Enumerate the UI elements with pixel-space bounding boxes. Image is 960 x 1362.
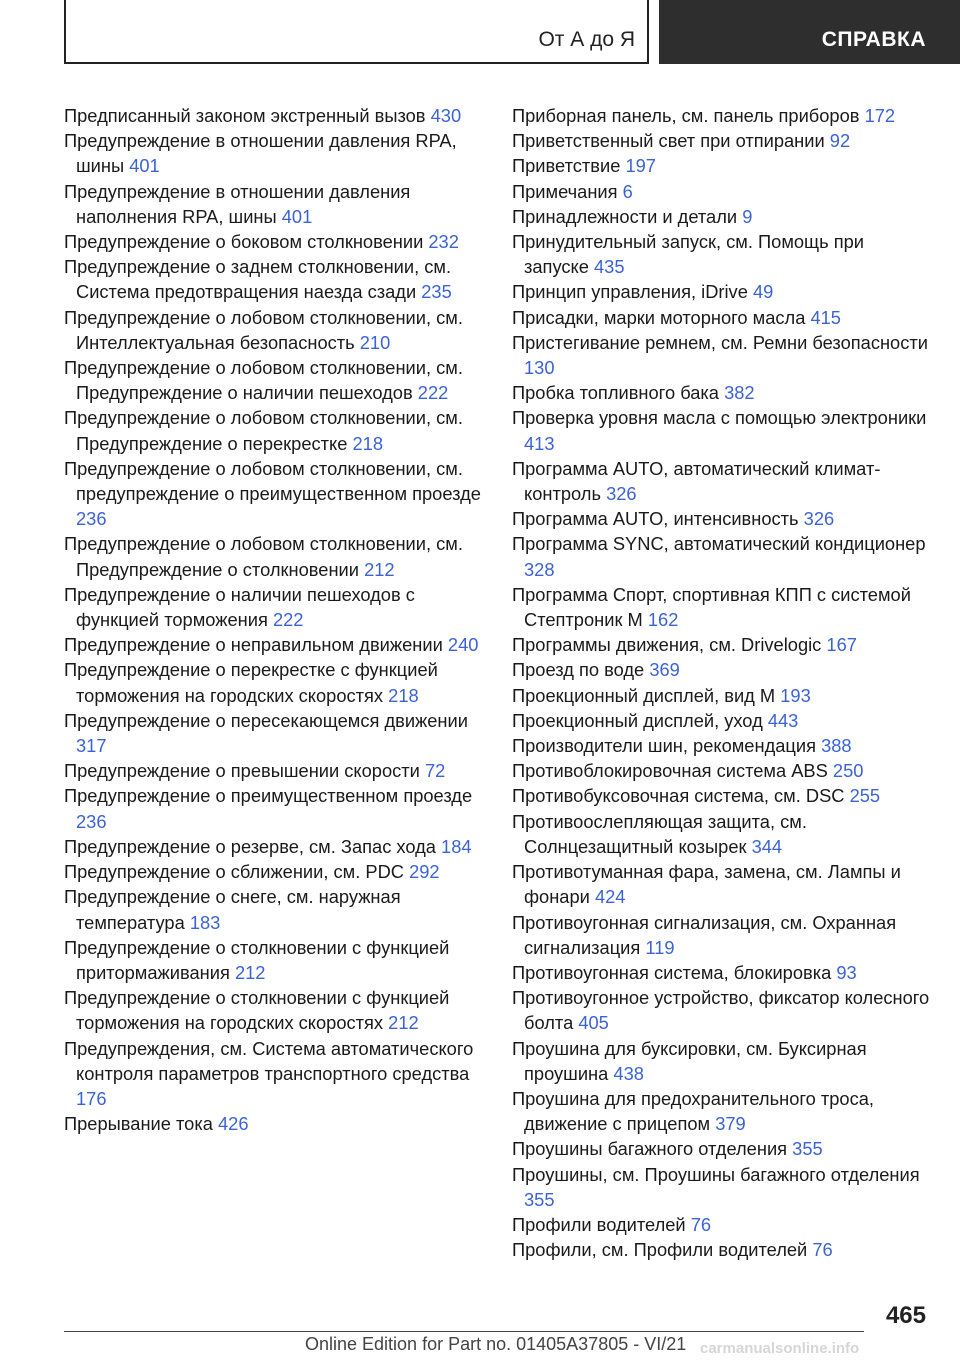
index-entry — [512, 128, 930, 153]
index-entry-page-link[interactable]: 255 — [849, 785, 881, 807]
index-entry-text: Предупреждение в отношении давления RPA, шины — [64, 130, 457, 177]
index-entry-text: Проушина для буксировки, см. Буксирная проушина — [512, 1037, 867, 1084]
index-entry-page-link[interactable]: 401 — [129, 155, 160, 177]
index-entry-page-link[interactable]: 326 — [803, 508, 835, 530]
index-entry — [512, 229, 930, 279]
index-entry — [512, 204, 930, 229]
index-entry-text: Проезд по воде — [512, 659, 645, 681]
index-entry-text: Программа AUTO, автоматический климат-контроль — [512, 457, 881, 505]
index-entry — [64, 1111, 484, 1136]
index-entry-page-link[interactable]: 413 — [524, 432, 555, 454]
index-entry-page-link[interactable]: 405 — [578, 1012, 609, 1034]
index-entry-text: Предупреждение о превышении скорости — [64, 760, 420, 782]
index-entry-page-link[interactable]: 232 — [428, 231, 459, 253]
index-entry — [512, 859, 930, 909]
index-entry — [512, 910, 930, 960]
index-entry — [512, 179, 930, 204]
index-entry-page-link[interactable]: 369 — [649, 659, 680, 681]
index-entry-text: Проекционный дисплей, вид M — [512, 684, 776, 706]
index-entry-text: Профили, см. Профили водителей — [512, 1239, 808, 1261]
index-entry — [512, 809, 930, 859]
index-entry-text: Примечания — [512, 180, 618, 202]
index-entry — [512, 1086, 930, 1136]
index-entry-page-link[interactable]: 210 — [359, 331, 391, 353]
index-entry — [64, 632, 484, 657]
index-entry — [512, 153, 930, 178]
index-entry — [64, 708, 484, 758]
index-entry-page-link[interactable]: 6 — [622, 180, 633, 202]
index-entry — [64, 254, 484, 304]
index-entry — [64, 103, 484, 128]
index-entry-page-link[interactable]: 240 — [447, 634, 479, 656]
index-entry-text: Профили водителей — [512, 1213, 686, 1235]
section-tab-reference-label: СПРАВКА — [821, 28, 926, 51]
index-entry-text: Противоугонная система, блокировка — [512, 961, 832, 983]
index-entry-page-link[interactable]: 167 — [826, 634, 857, 656]
index-entry-text: Предупреждение о боковом столкновении — [64, 231, 424, 253]
index-entry-page-link[interactable]: 212 — [364, 558, 395, 580]
index-entry — [64, 582, 484, 632]
index-entry — [512, 708, 930, 733]
index-entry — [512, 733, 930, 758]
index-entry-page-link[interactable]: 162 — [647, 609, 679, 631]
index-entry-page-link[interactable]: 236 — [76, 810, 107, 832]
index-entry-page-link[interactable]: 76 — [690, 1213, 712, 1235]
index-entry-text: Программа Спорт, спортивная КПП с системой Стептроник M — [512, 583, 911, 631]
index-entry-page-link[interactable]: 344 — [751, 835, 783, 857]
index-entry — [512, 683, 930, 708]
index-entry-text: Приветственный свет при отпирании — [512, 130, 825, 152]
index-entry-text: Программы движения, см. Drivelogic — [512, 634, 822, 656]
index-entry-page-link[interactable]: 222 — [272, 609, 304, 631]
index-entry-text: Предупреждение о лобовом столкновении, см. предупреждение о преимущественном проезде — [64, 457, 481, 505]
index-entry — [512, 506, 930, 531]
index-entry-page-link[interactable]: 222 — [417, 382, 449, 404]
index-entry — [512, 985, 930, 1035]
index-entry — [64, 657, 484, 707]
index-entry-page-link[interactable]: 388 — [821, 735, 852, 757]
index-entry-text: Предупреждение о лобовом столкновении, см. Предупреждение о столкновении — [64, 533, 463, 580]
index-entry — [64, 783, 484, 833]
index-entry — [64, 128, 484, 178]
index-entry-page-link[interactable]: 250 — [832, 760, 864, 782]
index-entry — [64, 355, 484, 405]
index-entry-text: Предупреждение о лобовом столкновении, см. Предупреждение о наличии пешеходов — [64, 357, 463, 404]
footer-edition-text: Online Edition for Part no. 01405A37805 - VI/21 — [305, 1334, 687, 1354]
section-tab-a-to-z — [64, 0, 649, 64]
index-entry-page-link[interactable]: 212 — [388, 1012, 419, 1034]
index-entry-text: Принадлежности и детали — [512, 205, 738, 227]
index-entry-page-link[interactable]: 72 — [424, 760, 446, 782]
index-entry-page-link[interactable]: 197 — [625, 155, 656, 177]
index-entry-page-link[interactable]: 218 — [388, 684, 419, 706]
index-entry-page-link[interactable]: 430 — [430, 105, 462, 126]
index-entry — [512, 330, 930, 380]
index-entry-page-link[interactable]: 92 — [829, 130, 851, 152]
index-entry — [512, 1036, 930, 1086]
index-entry — [512, 582, 930, 632]
index-entry-page-link[interactable]: 183 — [189, 911, 221, 933]
index-entry-text: Предупреждение о снеге, см. наружная температура — [64, 886, 401, 933]
index-entry — [64, 229, 484, 254]
index-entry-page-link[interactable]: 172 — [864, 105, 896, 126]
index-entry — [64, 531, 484, 581]
index-entry-text: Производители шин, рекомендация — [512, 735, 816, 757]
index-entry-text: Противоблокировочная система ABS — [512, 760, 828, 782]
index-entry-text: Предупреждения, см. Система автоматического контроля параметров транспортного средства — [64, 1037, 474, 1084]
index-entry — [512, 960, 930, 985]
index-entry-page-link[interactable]: 379 — [715, 1113, 746, 1135]
index-entry-text: Предупреждение о столкновении с функцией притормаживания — [64, 936, 450, 983]
index-entry — [512, 1136, 930, 1161]
index-entry-page-link[interactable]: 443 — [767, 709, 799, 731]
index-entry-page-link[interactable]: 184 — [441, 835, 472, 857]
index-entry-text: Предупреждение о столкновении с функцией торможения на городских скоростях — [64, 987, 450, 1034]
index-entry-text: Присадки, марки моторного масла — [512, 306, 806, 328]
index-entry-text: Проушины, см. Проушины багажного отделения — [512, 1163, 920, 1185]
watermark: carmanualsonline.info — [700, 1340, 860, 1357]
index-entry-text: Проушина для предохранительного троса, движение с прицепом — [512, 1087, 874, 1135]
index-entry-text: Предупреждение о неправильном движении — [64, 634, 443, 656]
index-entry — [512, 456, 930, 506]
index-entry-text: Приборная панель, см. панель приборов — [512, 105, 860, 126]
index-entry-text: Пристегивание ремнем, см. Ремни безопасности — [512, 331, 928, 353]
index-entry-page-link[interactable]: 426 — [218, 1113, 249, 1135]
index-entry-text: Противотуманная фара, замена, см. Лампы и фонари — [512, 861, 901, 908]
index-entry — [64, 884, 484, 934]
index-entry-text: Противоугонная сигнализация, см. Охранная сигнализация — [512, 911, 897, 958]
index-entry-page-link[interactable]: 212 — [234, 961, 266, 983]
index-entry-page-link[interactable]: 235 — [421, 281, 452, 303]
index-entry-page-link[interactable]: 176 — [76, 1087, 107, 1109]
index-entry — [512, 405, 930, 455]
index-entry-text: Принцип управления, iDrive — [512, 281, 748, 303]
index-entry — [512, 531, 930, 581]
index-entry-text: Предупреждение о резерве, см. Запас хода — [64, 835, 436, 857]
index-entry — [512, 657, 930, 682]
index-entry — [64, 405, 484, 455]
index-entry-text: Принудительный запуск, см. Помощь при запуске — [512, 231, 864, 278]
index-column-right — [512, 103, 930, 1262]
index-entry-text: Программа AUTO, интенсивность — [512, 508, 799, 530]
index-entry-page-link[interactable]: 130 — [524, 357, 555, 379]
index-entry-text: Предупреждение о лобовом столкновении, см. Предупреждение о перекрестке — [64, 407, 463, 454]
index-entry-text: Прерывание тока — [64, 1113, 213, 1135]
index-entry-text: Пробка топливного бака — [512, 382, 719, 404]
index-entry-page-link[interactable]: 9 — [742, 205, 753, 227]
index-entry — [512, 632, 930, 657]
index-entry — [64, 1036, 484, 1112]
index-entry-text: Приветствие — [512, 155, 621, 177]
index-entry-page-link[interactable]: 236 — [76, 508, 107, 530]
index-entry — [512, 1212, 930, 1237]
index-entry-page-link[interactable]: 438 — [613, 1062, 644, 1084]
index-entry-page-link[interactable]: 317 — [76, 735, 107, 757]
index-entry — [64, 859, 484, 884]
index-entry-text: Предупреждение о пересекающемся движении — [64, 709, 468, 731]
index-entry-text: Проекционный дисплей, уход — [512, 709, 763, 731]
index-entry — [512, 1162, 930, 1212]
index-entry — [64, 834, 484, 859]
index-entry-text: Проверка уровня масла с помощью электроники — [512, 407, 927, 429]
index-entry — [64, 758, 484, 783]
index-entry — [64, 456, 484, 532]
index-entry-text: Предупреждение о перекрестке с функцией торможения на городских скоростях — [64, 659, 438, 706]
index-entry-page-link[interactable]: 424 — [594, 886, 626, 908]
index-entry-page-link[interactable]: 193 — [780, 684, 811, 706]
index-entry — [512, 783, 930, 808]
index-entry-text: Противоугонное устройство, фиксатор колесного болта — [512, 987, 930, 1034]
index-entry — [512, 103, 930, 128]
index-entry — [512, 1237, 930, 1262]
index-entry-page-link[interactable]: 435 — [594, 256, 625, 278]
index-entry — [64, 935, 484, 985]
index-entry-page-link[interactable]: 119 — [645, 936, 675, 958]
index-entry-text: Предупреждение о сближении, см. PDC — [64, 861, 404, 883]
index-entry-text: Предупреждение в отношении давления наполнения RPA, шины — [64, 180, 411, 227]
index-entry-page-link[interactable]: 292 — [409, 861, 440, 883]
index-entry-page-link[interactable]: 218 — [352, 432, 383, 454]
index-entry-page-link[interactable]: 382 — [724, 382, 755, 404]
index-entry-text: Противоослепляющая защита, см. Солнцезащитный козырек — [512, 810, 807, 857]
section-tab-reference — [659, 0, 960, 64]
index-entry-page-link[interactable]: 76 — [812, 1239, 833, 1261]
index-entry-page-link[interactable]: 326 — [606, 483, 637, 505]
index-entry-text: Программа SYNC, автоматический кондиционер — [512, 533, 926, 555]
index-entry-text: Предупреждение о заднем столкновении, см. Система предотвращения наезда сзади — [64, 256, 452, 303]
index-entry-text: Проушины багажного отделения — [512, 1138, 788, 1160]
index-entry-text: Предупреждение о преимущественном проезде — [64, 785, 473, 807]
index-entry — [64, 985, 484, 1035]
index-entry — [64, 179, 484, 229]
index-entry — [512, 380, 930, 405]
index-entry — [512, 758, 930, 783]
index-entry-text: Предупреждение о наличии пешеходов с функцией торможения — [64, 583, 415, 631]
index-entry-page-link[interactable]: 355 — [792, 1138, 823, 1160]
index-column-left — [64, 103, 484, 1136]
index-entry-text: Противобуксовочная система, см. DSC — [512, 785, 845, 807]
index-entry-text: Предупреждение о лобовом столкновении, см. Интеллектуальная безопасность — [64, 306, 463, 353]
footer-divider — [64, 1331, 864, 1332]
index-entry — [64, 305, 484, 355]
index-entry — [512, 305, 930, 330]
page-number: 465 — [885, 1302, 926, 1329]
index-entry — [512, 279, 930, 304]
index-entry-page-link[interactable]: 49 — [752, 281, 774, 303]
index-entry-page-link[interactable]: 328 — [524, 558, 555, 580]
index-entry-page-link[interactable]: 355 — [524, 1188, 555, 1210]
index-entry-page-link[interactable]: 93 — [836, 961, 857, 983]
index-entry-page-link[interactable]: 401 — [281, 205, 313, 227]
index-entry-page-link[interactable]: 415 — [810, 306, 841, 328]
page-header — [0, 0, 960, 66]
index-entry-text: Предписанный законом экстренный вызов — [64, 105, 426, 126]
section-tab-a-to-z-label: От А до Я — [538, 28, 635, 51]
